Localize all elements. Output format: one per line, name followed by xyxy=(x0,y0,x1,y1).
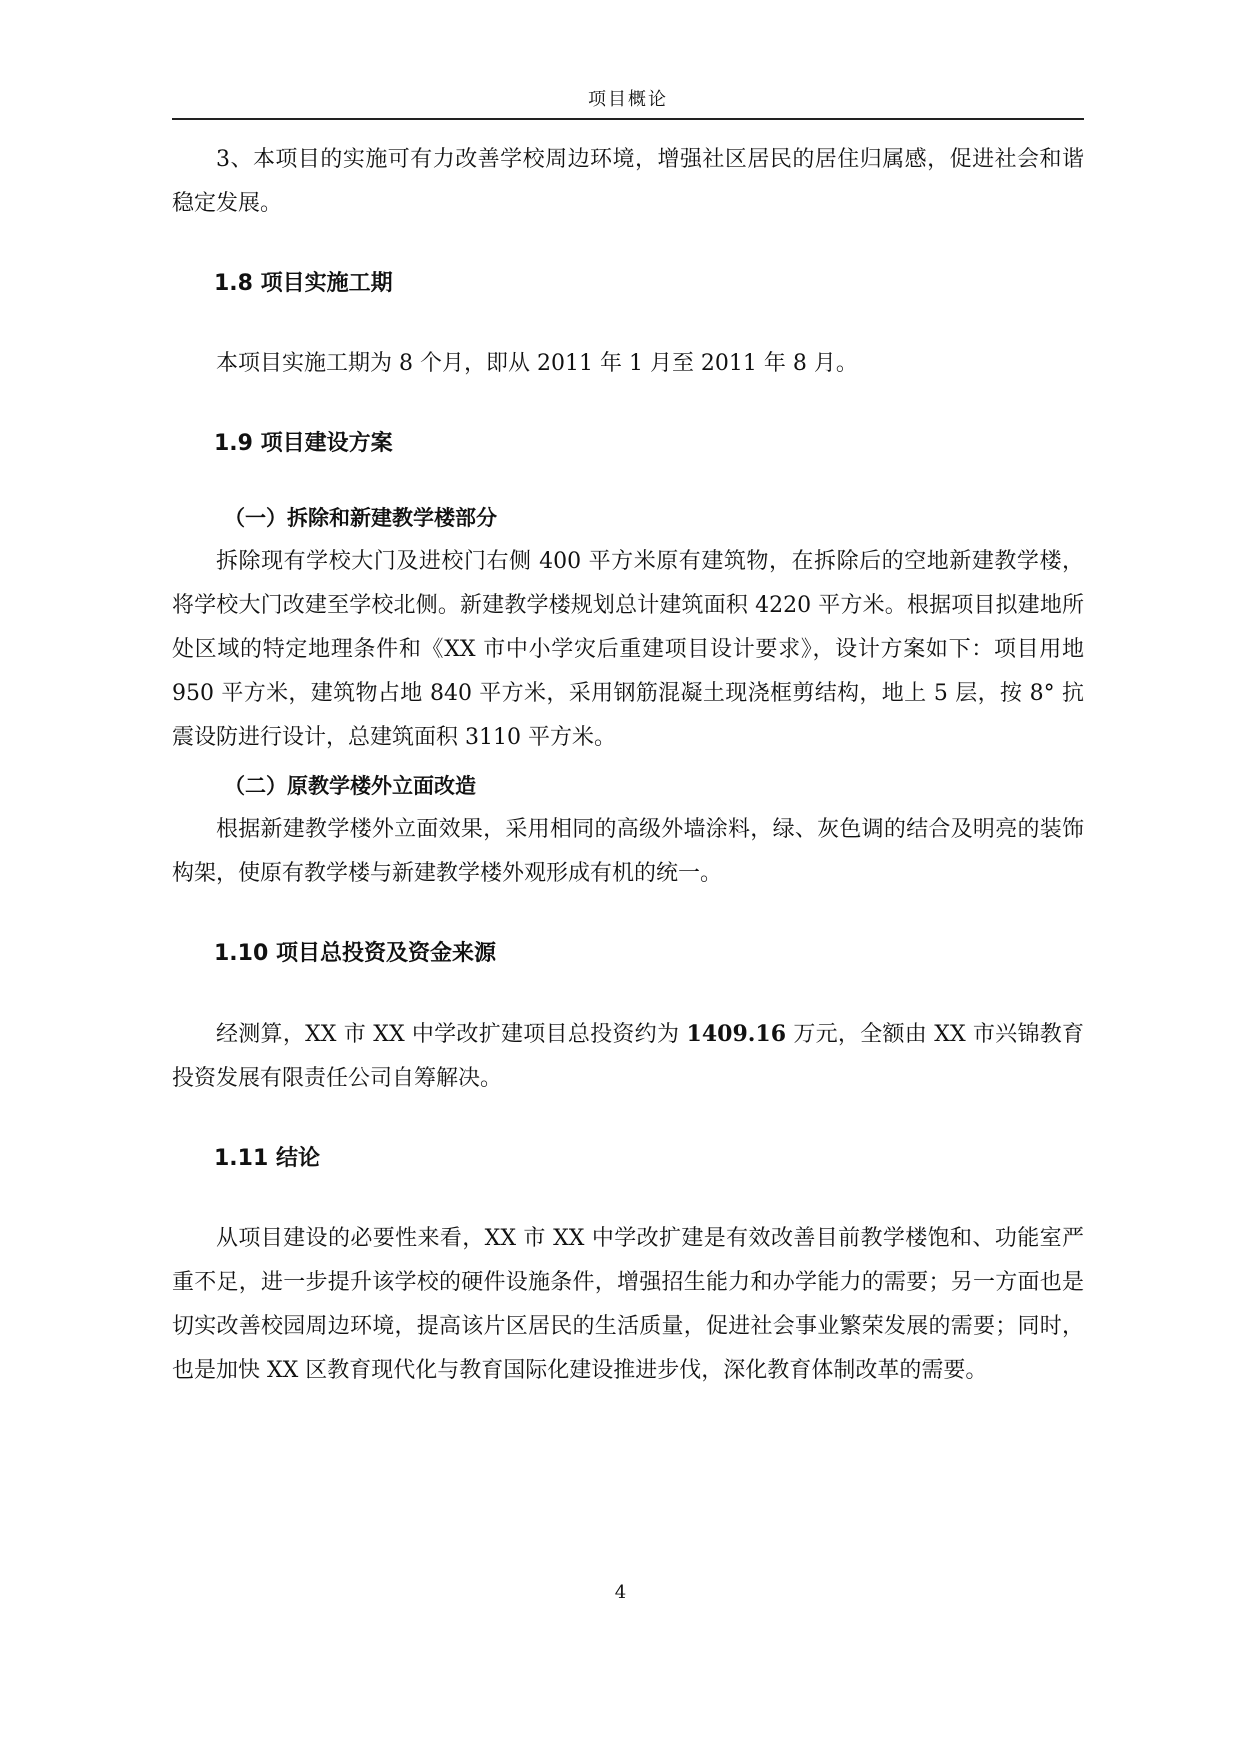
section-1-10-paragraph xyxy=(172,1012,1084,1101)
investment-amount: 1409.16 xyxy=(686,1021,787,1047)
section-heading-1-8: 1.8 项目实施工期 xyxy=(214,271,393,296)
investment-text-after: 万元，全额由 XX 市兴锦教育投资发展有限责任公司自筹解决。 xyxy=(172,1022,1085,1091)
page-number: 4 xyxy=(614,1582,627,1603)
section-1-11-paragraph: 从项目建设的必要性来看，XX 市 XX 中学改扩建是有效改善目前教学楼饱和、功能室严重不足，进一步提升该学校的硬件设施条件，增强招生能力和办学能力的需要；另一方面也是切实改善校园周边环境，提高该片区居民的生活质量，促进社会事业繁荣发展的需要；同时，也是加快 XX 区教育现代化与教育国际化建设推进步伐，深化教育体制改革的需要。 xyxy=(172,1226,1084,1383)
investment-text-before: 经测算，XX 市 XX 中学改扩建项目总投资约为 xyxy=(216,1022,687,1047)
page-header xyxy=(172,82,1084,120)
header-title: 项目概论 xyxy=(588,89,668,110)
section-1-8-paragraph: 本项目实施工期为 8 个月，即从 2011 年 1 月至 2011 年 8 月。 xyxy=(216,351,858,376)
subsection-heading-1: （一）拆除和新建教学楼部分 xyxy=(224,506,497,530)
section-heading-1-10: 1.10 项目总投资及资金来源 xyxy=(214,941,496,966)
subsection-1-paragraph: 拆除现有学校大门及进校门右侧 400 平方米原有建筑物，在拆除后的空地新建教学楼，将学校大门改建至学校北侧。新建教学楼规划总计建筑面积 4220 平方米。根据项目拟建地所处区域的特定地理条件和《XX 市中小学灾后重建项目设计要求》，设计方案如下：项目用地 950 平方米，建筑物占地 840 平方米，采用钢筋混凝土现浇框剪结构，地上 5 层，按 8° 抗震设防进行设计，总建筑面积 3110 平方米。 xyxy=(172,549,1084,750)
section-heading-1-11: 1.11 结论 xyxy=(214,1146,320,1171)
subsection-heading-2: （二）原教学楼外立面改造 xyxy=(224,774,476,798)
page-footer xyxy=(0,1582,1241,1603)
document-body xyxy=(172,138,1084,1393)
intro-paragraph: 3、本项目的实施可有力改善学校周边环境，增强社区居民的居住归属感，促进社会和谐稳定发展。 xyxy=(172,147,1084,216)
subsection-2-paragraph: 根据新建教学楼外立面效果，采用相同的高级外墙涂料，绿、灰色调的结合及明亮的装饰构架，使原有教学楼与新建教学楼外观形成有机的统一。 xyxy=(172,817,1084,886)
section-heading-1-9: 1.9 项目建设方案 xyxy=(214,431,393,456)
